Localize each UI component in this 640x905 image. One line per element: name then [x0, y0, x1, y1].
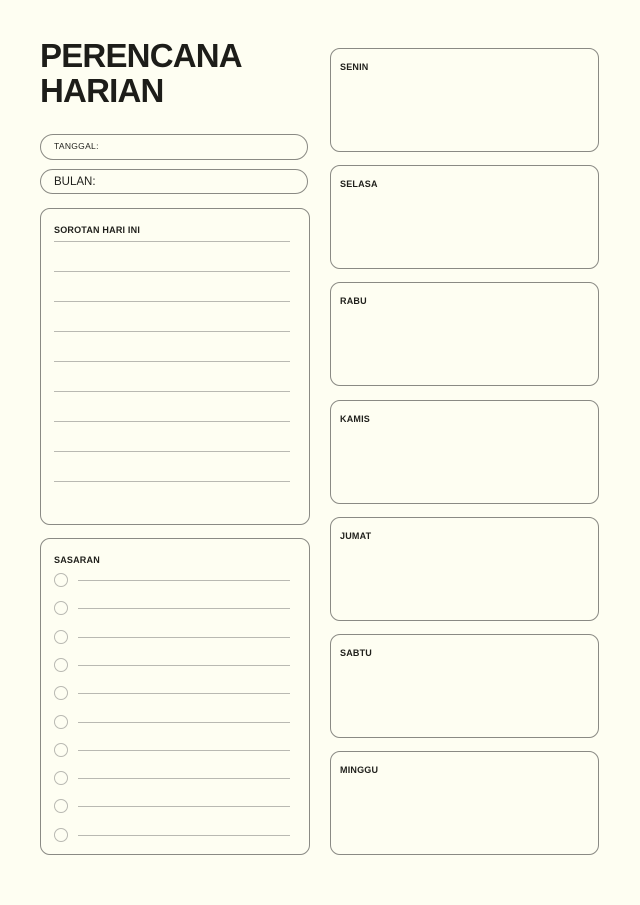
- goal-item: [54, 799, 290, 815]
- title-line-2: HARIAN: [40, 72, 164, 109]
- highlight-line[interactable]: [54, 451, 290, 452]
- goal-item: [54, 658, 290, 674]
- goal-line[interactable]: [78, 693, 290, 694]
- goal-item: [54, 743, 290, 759]
- highlight-line[interactable]: [54, 391, 290, 392]
- highlight-line[interactable]: [54, 331, 290, 332]
- goal-item: [54, 771, 290, 787]
- day-box[interactable]: [330, 165, 599, 269]
- day-box[interactable]: [330, 751, 599, 855]
- goal-checkbox[interactable]: [54, 715, 68, 729]
- goal-line[interactable]: [78, 665, 290, 666]
- title-line-1: PERENCANA: [40, 37, 242, 74]
- goal-checkbox[interactable]: [54, 573, 68, 587]
- goal-checkbox[interactable]: [54, 630, 68, 644]
- day-label: JUMAT: [340, 530, 372, 541]
- highlight-line[interactable]: [54, 421, 290, 422]
- goal-line[interactable]: [78, 608, 290, 609]
- highlights-label: SOROTAN HARI INI: [54, 225, 141, 235]
- goal-item: [54, 573, 290, 589]
- day-box[interactable]: [330, 634, 599, 738]
- highlight-line[interactable]: [54, 301, 290, 302]
- highlight-line[interactable]: [54, 361, 290, 362]
- day-label: SENIN: [340, 62, 369, 72]
- highlights-box: [40, 208, 310, 525]
- highlight-line[interactable]: [54, 241, 290, 242]
- goal-checkbox[interactable]: [54, 799, 68, 813]
- goals-label: SASARAN: [54, 555, 100, 565]
- day-label: KAMIS: [340, 413, 370, 424]
- day-label: MINGGU: [340, 765, 379, 776]
- goal-line[interactable]: [78, 722, 290, 723]
- goal-item: [54, 715, 290, 731]
- goal-item: [54, 630, 290, 646]
- month-label: BULAN:: [54, 176, 96, 188]
- goal-line[interactable]: [78, 778, 290, 779]
- day-label: RABU: [340, 296, 367, 307]
- highlight-line[interactable]: [54, 271, 290, 272]
- goal-line[interactable]: [78, 750, 290, 751]
- date-label: TANGGAL:: [54, 141, 99, 151]
- day-box[interactable]: [330, 517, 599, 621]
- highlight-line[interactable]: [54, 481, 290, 482]
- day-label: SELASA: [340, 179, 378, 190]
- day-label: SABTU: [340, 648, 372, 658]
- day-box[interactable]: [330, 282, 599, 386]
- goal-checkbox[interactable]: [54, 771, 68, 785]
- goal-checkbox[interactable]: [54, 658, 68, 672]
- day-box[interactable]: [330, 400, 599, 504]
- month-field[interactable]: [40, 169, 308, 194]
- goals-box: [40, 538, 310, 855]
- day-box[interactable]: [330, 48, 599, 152]
- goal-checkbox[interactable]: [54, 601, 68, 615]
- goal-line[interactable]: [78, 835, 290, 836]
- date-field[interactable]: [40, 134, 308, 160]
- page-title: [40, 38, 242, 108]
- goal-line[interactable]: [78, 806, 290, 807]
- goal-checkbox[interactable]: [54, 686, 68, 700]
- goal-item: [54, 828, 290, 844]
- goal-item: [54, 686, 290, 702]
- goal-line[interactable]: [78, 580, 290, 581]
- goal-checkbox[interactable]: [54, 828, 68, 842]
- goal-checkbox[interactable]: [54, 743, 68, 757]
- goal-line[interactable]: [78, 637, 290, 638]
- goal-item: [54, 601, 290, 617]
